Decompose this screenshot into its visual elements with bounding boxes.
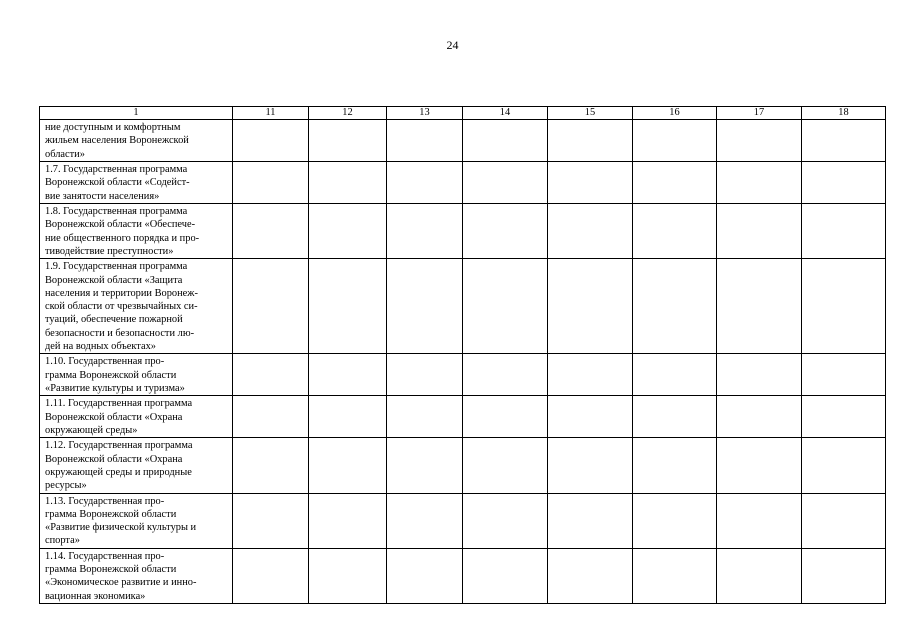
- table-cell: [233, 396, 309, 438]
- table-cell: [717, 438, 802, 493]
- table-cell: [548, 493, 633, 548]
- table-cell: [233, 493, 309, 548]
- table-cell: [717, 396, 802, 438]
- table-cell: [802, 493, 886, 548]
- table-row: [40, 203, 886, 258]
- page-number: 24: [446, 38, 459, 52]
- table-cell: [802, 438, 886, 493]
- table-cell: [463, 259, 548, 354]
- table-cell: [548, 438, 633, 493]
- table-cell: [717, 259, 802, 354]
- table-cell: [233, 438, 309, 493]
- table-cell: [633, 120, 717, 162]
- table-cell: [548, 396, 633, 438]
- table-cell: [633, 396, 717, 438]
- table-cell: [309, 161, 387, 203]
- table-cell: [802, 354, 886, 396]
- table-cell: [309, 493, 387, 548]
- column-header: 16: [633, 107, 717, 120]
- table-cell: [463, 438, 548, 493]
- table-cell: [309, 354, 387, 396]
- table-row: [40, 161, 886, 203]
- table-cell: [717, 120, 802, 162]
- table-row: [40, 120, 886, 162]
- table-row: [40, 438, 886, 493]
- table-cell: [802, 548, 886, 603]
- table-cell: [309, 203, 387, 258]
- table-cell: [309, 259, 387, 354]
- table-cell: [387, 493, 463, 548]
- table-cell: [717, 548, 802, 603]
- table-cell: [387, 438, 463, 493]
- table-cell: [802, 161, 886, 203]
- table-cell: [717, 354, 802, 396]
- table-cell: [463, 493, 548, 548]
- table-cell: [233, 354, 309, 396]
- table-cell: [309, 548, 387, 603]
- row-label: 1.9. Государственная программа Воронежской области «Защита населения и территории Воронеж- ской области от чрезвычайных си- туаций, обеспечение пожарной безопасности и безопасности лю- дей на водных объектах»: [40, 259, 233, 354]
- table-cell: [633, 203, 717, 258]
- table-cell: [463, 203, 548, 258]
- table-cell: [633, 438, 717, 493]
- row-label: 1.12. Государственная программа Воронежской области «Охрана окружающей среды и природные ресурсы»: [40, 438, 233, 493]
- row-label: 1.14. Государственная про- грамма Воронежской области «Экономическое развитие и инно- вационная экономика»: [40, 548, 233, 603]
- table-cell: [463, 354, 548, 396]
- table-cell: [717, 203, 802, 258]
- column-header: 11: [233, 107, 309, 120]
- table-cell: [309, 120, 387, 162]
- column-header: 14: [463, 107, 548, 120]
- table-cell: [387, 203, 463, 258]
- row-label: 1.10. Государственная про- грамма Воронежской области «Развитие культуры и туризма»: [40, 354, 233, 396]
- table-cell: [309, 438, 387, 493]
- table-cell: [802, 120, 886, 162]
- table-cell: [548, 259, 633, 354]
- table-cell: [717, 493, 802, 548]
- table-cell: [463, 396, 548, 438]
- table-cell: [387, 120, 463, 162]
- table-cell: [633, 161, 717, 203]
- table-cell: [548, 120, 633, 162]
- table-cell: [387, 548, 463, 603]
- row-label: 1.11. Государственная программа Воронежской области «Охрана окружающей среды»: [40, 396, 233, 438]
- table-cell: [387, 396, 463, 438]
- table-cell: [548, 548, 633, 603]
- report-table: [39, 106, 886, 604]
- table-row: [40, 354, 886, 396]
- table-cell: [233, 120, 309, 162]
- table-row: [40, 259, 886, 354]
- row-label: 1.7. Государственная программа Воронежской области «Содейст- вие занятости населения»: [40, 161, 233, 203]
- table-cell: [633, 354, 717, 396]
- table-cell: [802, 259, 886, 354]
- header-row: [40, 107, 886, 120]
- column-header: 12: [309, 107, 387, 120]
- table-cell: [233, 161, 309, 203]
- row-label: ние доступным и комфортным жильем населения Воронежской области»: [40, 120, 233, 162]
- table-cell: [633, 548, 717, 603]
- table-cell: [463, 120, 548, 162]
- table-cell: [548, 161, 633, 203]
- table-row: [40, 548, 886, 603]
- table-cell: [548, 354, 633, 396]
- column-header: 17: [717, 107, 802, 120]
- table-cell: [633, 259, 717, 354]
- table-cell: [548, 203, 633, 258]
- column-header: 1: [40, 107, 233, 120]
- table-cell: [309, 396, 387, 438]
- table-body: [40, 120, 886, 604]
- column-header: 13: [387, 107, 463, 120]
- table-cell: [387, 161, 463, 203]
- table-cell: [463, 548, 548, 603]
- table-row: [40, 396, 886, 438]
- table-cell: [717, 161, 802, 203]
- table-cell: [633, 493, 717, 548]
- table-cell: [802, 396, 886, 438]
- table-cell: [233, 203, 309, 258]
- table-cell: [233, 259, 309, 354]
- table-cell: [463, 161, 548, 203]
- table-cell: [233, 548, 309, 603]
- table-cell: [802, 203, 886, 258]
- column-header: 15: [548, 107, 633, 120]
- table-cell: [387, 259, 463, 354]
- column-header: 18: [802, 107, 886, 120]
- table-cell: [387, 354, 463, 396]
- row-label: 1.13. Государственная про- грамма Воронежской области «Развитие физической культуры и спорта»: [40, 493, 233, 548]
- table-row: [40, 493, 886, 548]
- row-label: 1.8. Государственная программа Воронежской области «Обеспече- ние общественного порядка и про- тиводействие преступности»: [40, 203, 233, 258]
